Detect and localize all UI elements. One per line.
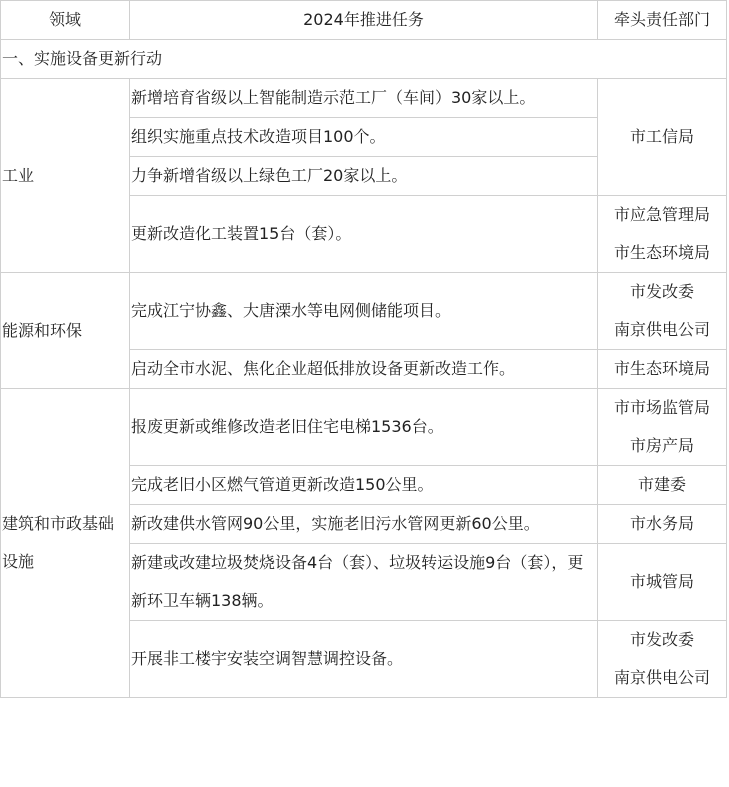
table-row <box>1 273 727 350</box>
table-row <box>1 79 727 118</box>
dept-line: 市生态环境局 <box>613 359 710 378</box>
dept-cell <box>598 544 727 621</box>
header-field: 领域 <box>1 1 130 40</box>
task-cell: 组织实施重点技术改造项目100个。 <box>130 118 598 157</box>
dept-cell <box>598 389 727 466</box>
task-cell: 新增培育省级以上智能制造示范工厂（车间）30家以上。 <box>130 79 598 118</box>
task-cell: 启动全市水泥、焦化企业超低排放设备更新改造工作。 <box>130 350 598 389</box>
dept-cell <box>598 466 727 505</box>
task-cell: 新建或改建垃圾焚烧设备4台（套）、垃圾转运设施9台（套），更新环卫车辆138辆。 <box>130 544 598 621</box>
dept-cell <box>598 79 727 196</box>
task-cell: 报废更新或维修改造老旧住宅电梯1536台。 <box>130 389 598 466</box>
task-cell: 力争新增省级以上绿色工厂20家以上。 <box>130 157 598 196</box>
header-row <box>1 1 727 40</box>
field-cell-energy: 能源和环保 <box>1 273 130 389</box>
field-cell-construction: 建筑和市政基础设施 <box>1 389 130 698</box>
header-dept: 牵头责任部门 <box>598 1 727 40</box>
header-task: 2024年推进任务 <box>130 1 598 40</box>
dept-line: 市房产局 <box>629 436 694 455</box>
dept-line: 市城管局 <box>629 572 694 591</box>
task-cell: 新改建供水管网90公里，实施老旧污水管网更新60公里。 <box>130 505 598 544</box>
dept-line: 市工信局 <box>629 127 694 146</box>
dept-cell <box>598 505 727 544</box>
dept-cell <box>598 196 727 273</box>
dept-cell <box>598 621 727 698</box>
dept-line: 市应急管理局 <box>613 205 710 224</box>
task-cell: 更新改造化工装置15台（套）。 <box>130 196 598 273</box>
task-cell: 开展非工楼宇安装空调智慧调控设备。 <box>130 621 598 698</box>
dept-line: 市市场监管局 <box>613 398 710 417</box>
dept-cell <box>598 350 727 389</box>
table-row <box>1 389 727 466</box>
dept-line: 市水务局 <box>629 514 694 533</box>
dept-line: 市建委 <box>637 475 686 494</box>
dept-line: 市发改委 <box>629 630 694 649</box>
section-row <box>1 40 727 79</box>
dept-line: 南京供电公司 <box>613 320 710 339</box>
field-cell-industry: 工业 <box>1 79 130 273</box>
task-cell: 完成老旧小区燃气管道更新改造150公里。 <box>130 466 598 505</box>
task-cell: 完成江宁协鑫、大唐溧水等电网侧储能项目。 <box>130 273 598 350</box>
dept-line: 市生态环境局 <box>613 243 710 262</box>
dept-cell <box>598 273 727 350</box>
dept-line: 市发改委 <box>629 282 694 301</box>
dept-line: 南京供电公司 <box>613 668 710 687</box>
section-title: 一、实施设备更新行动 <box>1 40 727 79</box>
